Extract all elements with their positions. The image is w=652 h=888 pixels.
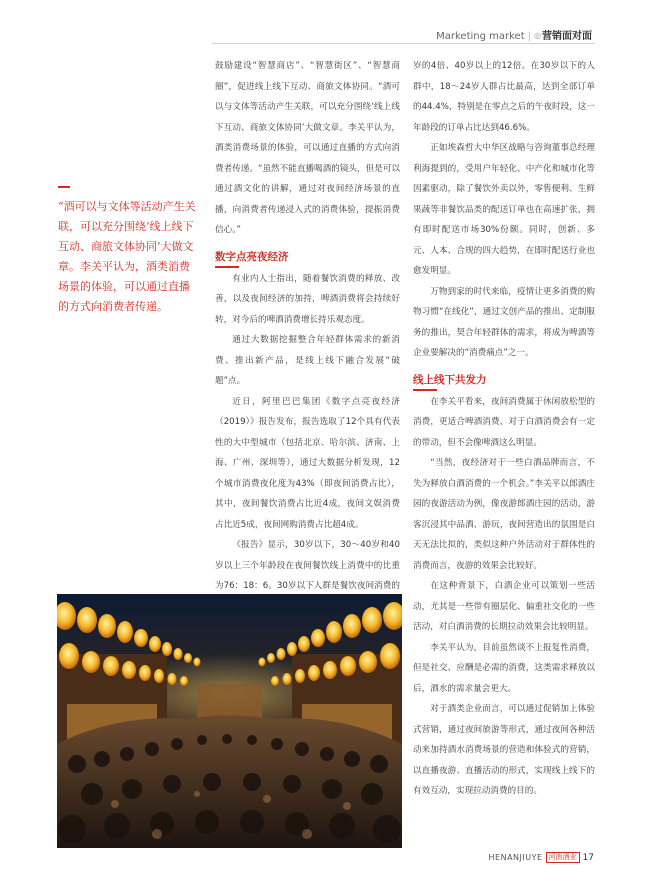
paragraph: 有业内人士指出，随着餐饮消费的释放、改善，以及夜间经济的加持，啤酒消费将会持续好转，对今后的啤酒消费增长持乐观态度。 [215, 273, 400, 325]
paragraph: 万物到家的时代来临，疫情让更多消费的购物习惯“在线化”，通过文创产品的推出、定制服务的推出，契合年轻群体的需求，将成为啤酒等企业要解决的“消费痛点”之一。 [413, 286, 595, 358]
paragraph: 岁的4倍、40岁以上的12倍。在30岁以下的人群中，18～24岁人群占比最高，达到全部订单的44.4%，特别是在零点之后的午夜时段，这一年龄段的订单占比达到46.6%。 [413, 61, 595, 133]
paragraph: 正如埃森哲大中华区战略与咨询董事总经理利海提到的，受用户年轻化、中产化和城市化等因素驱动，除了餐饮外卖以外，零售便利、生鲜果蔬等非餐饮品类的配送订单也在高速扩张，拥有即时配送市场30%份额。同时，创新、多元、人本、合规的四大趋势，在即时配送行业也愈发明显。 [413, 143, 595, 276]
article-column-2 [413, 56, 595, 802]
header-rule [212, 43, 595, 44]
paragraph: 在李关平看来，夜间消费属于休闲放松型的消费，更适合啤酒消费，对于白酒消费会有一定的带动，但不会像啤酒这么明显。 [413, 396, 595, 448]
article-column-1 [215, 56, 400, 617]
night-market-photo [57, 594, 402, 848]
page-footer [489, 852, 594, 863]
paragraph: 在这种背景下，白酒企业可以策划一些活动，尤其是一些带有圈层化、偏重社交化的一些活动，对白酒消费的长期拉动效果会比较明显。 [413, 581, 595, 632]
header-separator: | [527, 31, 532, 42]
page-number: 17 [582, 853, 594, 863]
paragraph: 李关平认为，目前虽然谈不上报复性消费，但是社交、应酬是必需的消费，这类需求释放以后，酒水的需求量会更大。 [413, 642, 595, 694]
footer-brand: HENANJIUYE [488, 853, 543, 862]
paragraph: 近日，阿里巴巴集团《数字点亮夜经济（2019）》报告发布，报告选取了12个具有代表性的大中型城市（包括北京、哈尔滨、济南、上海、广州、深圳等），通过大数据分析发现，12个城市消费夜化度为43%（即夜间消费占比），其中，夜间餐饮消费占比近4成，夜间文娱消费占比近5成，夜间网购消费占比超4成。 [215, 396, 400, 530]
bullet-icon: ◎ [534, 31, 541, 40]
magazine-name: Marketing market [436, 31, 525, 42]
section-title: 营销面对面 [542, 31, 592, 42]
footer-badge: 河南酒业 [546, 852, 580, 863]
paragraph: 《报告》显示，30岁以下，30～40岁和40岁以上三个年龄段在夜间餐饮线上消费中的比重为76：18：6。30岁以下人群是餐饮夜间消费的 [215, 540, 400, 591]
paragraph: “当然，夜经济对于一些白酒品牌而言，不失为释放白酒消费的一个机会。”李关平以郎酒庄园的夜游活动为例，像夜游郎酒庄园的活动，游客沉浸其中品酒、游玩，夜间营造出的氛围是白天无法比拟的，类似这种户外活动对于群体性的消费而言，夜游的效果会比较好。 [413, 458, 595, 571]
pull-quote-text: “酒可以与文体等活动产生关联，可以充分围绕‘线上线下互动、商旅文体协同’大做文章。李关平认为，酒类消费场景的体验，可以通过直播的方式向消费者传递。 [58, 200, 196, 313]
paragraph: 对于酒类企业而言，可以通过促销加上体验式营销，通过夜间旅游等形式，通过夜间各种活动来加持酒水消费场景的营造和体验式的营销，以直播夜游、直播活动的形式，实现线上线下的有效互动，实现拉动消费的目的。 [413, 704, 595, 796]
paragraph: 通过大数据挖掘整合年轻群体需求的新消费、推出新产品，是线上线下融合发展“破题”点。 [215, 335, 400, 386]
page-header [436, 27, 592, 42]
section-heading: 线上线下共发力 [413, 372, 595, 390]
pull-quote [58, 197, 198, 317]
paragraph: 鼓励建设“智慧商店”、“智慧街区”、“智慧商圈”，促进线上线下互动、商旅文体协同。“酒可以与文体等活动产生关联，可以充分围绕‘线上线下互动、商旅文体协同’大做文章。李关平认为，酒类消费场景的体验，可以通过直播的方式向消费者传递。“虽然不能直播喝酒的镜头，但是可以通过酒文化的讲解，通过对夜间经济场景的直播，向消费者传递浸入式的消费体验，提振消费信心。” [215, 61, 400, 235]
pull-quote-bar [58, 186, 70, 188]
section-heading: 数字点亮夜经济 [215, 249, 400, 267]
